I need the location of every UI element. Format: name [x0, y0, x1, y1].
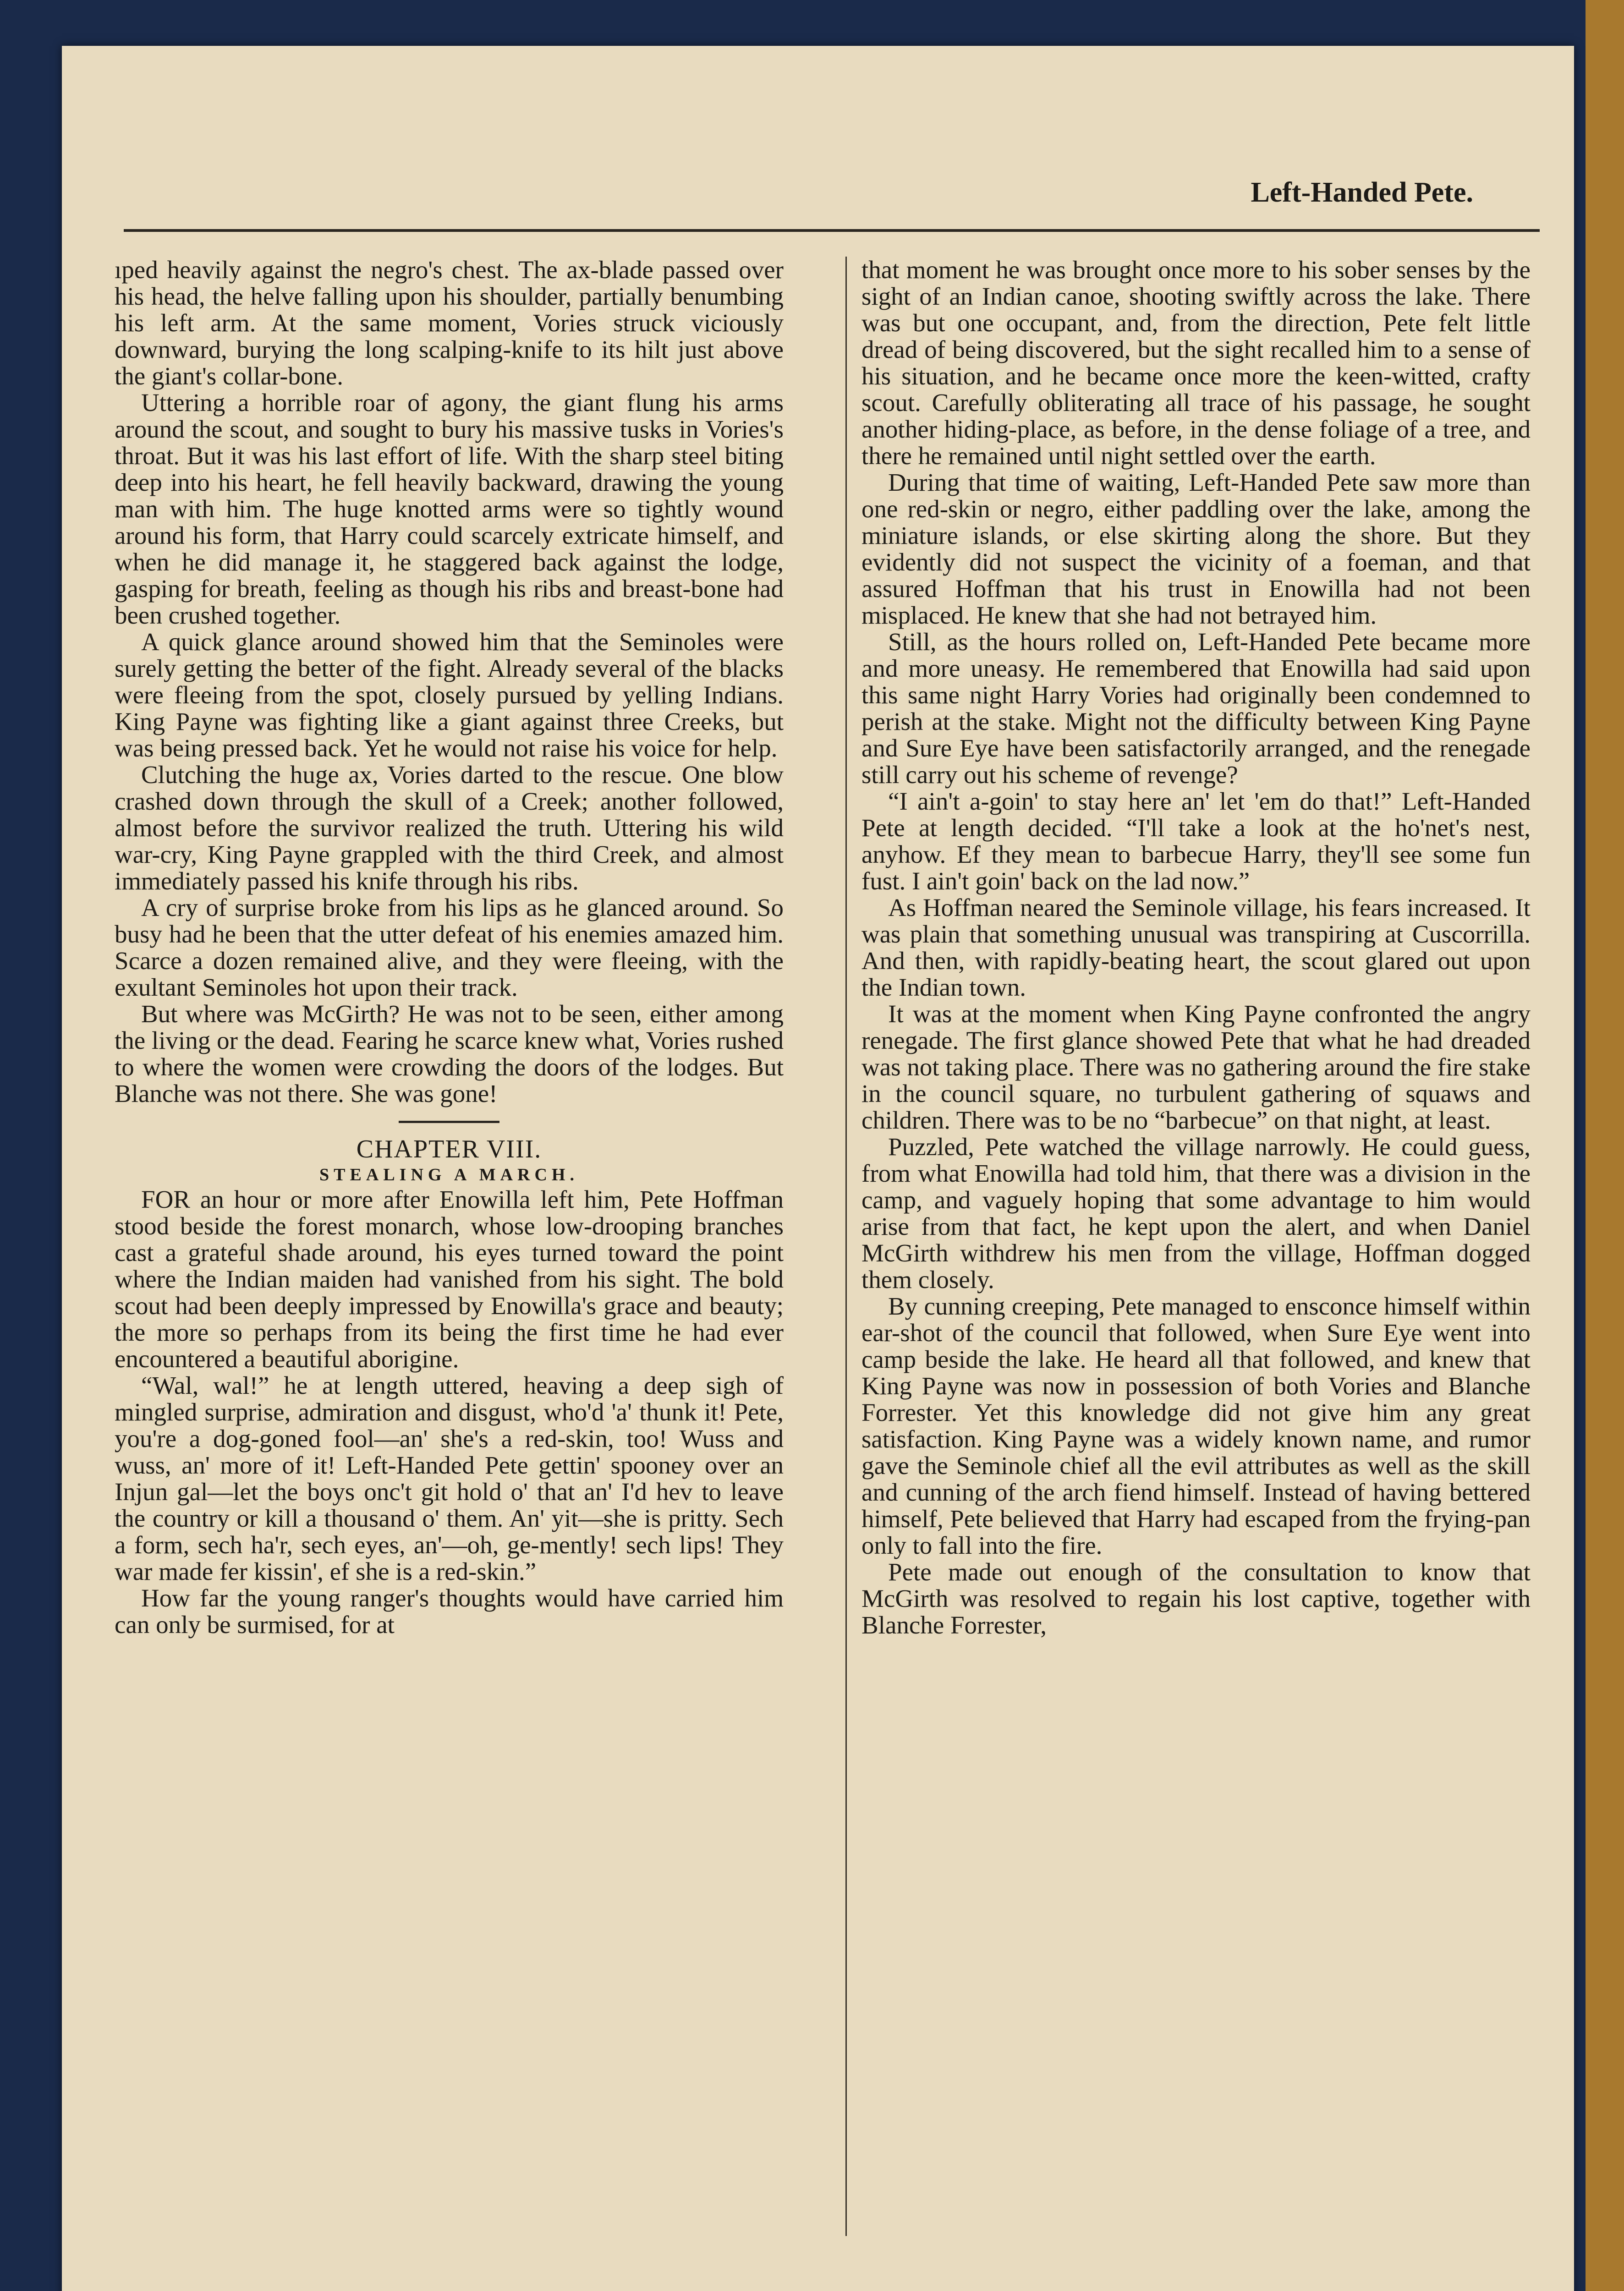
paragraph: How far the young ranger's thoughts would have carried him can only be surmised, for at	[115, 1584, 784, 1639]
paragraph: As Hoffman neared the Seminole village, his fears increased. It was plain that something unusual was transpiring at Cuscorrilla. And then, with rapidly-beating heart, the scout glared out upon the Indian town.	[861, 893, 1531, 1001]
left-column	[115, 257, 784, 2236]
page-header-title: Left-Handed Pete.	[1251, 177, 1473, 208]
paragraph: Uttering a horrible roar of agony, the giant flung his arms around the scout, and sought to bury his massive tusks in Vories's throat. But it was his last effort of life. With the sharp steel biting deep into his heart, he fell heavily backward, drawing the young man with him. The huge knotted arms were so tightly wound around his form, that Harry could scarcely extricate himself, and when he did manage it, he staggered back against the lodge, gasping for breath, feeling as though his ribs and breast-bone had been crushed together.	[115, 389, 784, 629]
paragraph: Pete made out enough of the consultation to know that McGirth was resolved to regain his lost captive, together with Blanche Forrester,	[861, 1558, 1531, 1639]
paragraph: “Wal, wal!” he at length uttered, heaving a deep sigh of mingled surprise, admiration and disgust, who'd 'a' thunk it! Pete, you're a dog-goned fool—an' she's a red-skin, too! Wuss and wuss, an' more of it! Left-Handed Pete gettin' spooney over an Injun gal—let the boys onc't git hold o' that an' I'd hev to leave the country or kill a thousand o' them. An' yit—she is pritty. Sech a form, sech ha'r, sech eyes, an'—oh, ge-mently! sech lips! They war made fer kissin', ef she is a red-skin.”	[115, 1371, 784, 1585]
paragraph: A quick glance around showed him that the Seminoles were surely getting the better of the fight. Already several of the blacks were fleeing from the spot, closely pursued by yelling Indians. King Payne was fighting like a giant against three Creeks, but was being pressed back. Yet he would not raise his voice for help.	[115, 628, 784, 762]
paragraph: By cunning creeping, Pete managed to ensconce himself within ear-shot of the council that followed, when Sure Eye went into camp beside the lake. He heard all that followed, and knew that King Payne was now in possession of both Vories and Blanche Forrester. Yet this knowledge did not give him any great satisfaction. King Payne was a widely known name, and rumor gave the Seminole chief all the evil attributes as well as the skill and cunning of the arch fiend himself. Instead of having bettered himself, Pete believed that Harry had escaped from the frying-pan only to fall into the fire.	[861, 1292, 1531, 1559]
paragraph: “I ain't a-goin' to stay here an' let 'em do that!” Left-Handed Pete at length decided. “I'll take a look at the ho'net's nest, anyhow. Ef they mean to barbecue Harry, they'll see some fun fust. I ain't goin' back on the lad now.”	[861, 787, 1531, 895]
book-page	[62, 46, 1574, 2291]
paragraph: Puzzled, Pete watched the village narrowly. He could guess, from what Enowilla had told him, that there was a division in the camp, and vaguely hoping that some advantage to him would arise from that fact, he kept upon the alert, and when Daniel McGirth withdrew his men from the village, Hoffman dogged them closely.	[861, 1133, 1531, 1293]
backdrop-edge	[1586, 0, 1624, 2291]
chapter-subtitle: STEALING A MARCH.	[319, 1165, 579, 1184]
header-rule	[124, 229, 1540, 232]
paragraph: It was at the moment when King Payne confronted the angry renegade. The first glance showed Pete that what he had dreaded was not taking place. There was no gathering around the fire stake in the council square, no turbulent gathering of squaws and children. There was to be no “barbecue” on that night, at least.	[861, 1000, 1531, 1134]
right-column	[861, 257, 1531, 2236]
paragraph: ıped heavily against the negro's chest. The ax-blade passed over his head, the helve falling upon his shoulder, partially benumbing his left arm. At the same moment, Vories struck viciously downward, burying the long scalping-knife to its hilt just above the giant's collar-bone.	[115, 257, 784, 390]
section-divider	[399, 1121, 499, 1123]
paragraph: A cry of surprise broke from his lips as he glanced around. So busy had he been that the utter defeat of his enemies amazed him. Scarce a dozen remained alive, and they were fleeing, with the exultant Seminoles hot upon their track.	[115, 893, 784, 1001]
paragraph: But where was McGirth? He was not to be seen, either among the living or the dead. Fearing he scarce knew what, Vories rushed to where the women were crowding the doors of the lodges. But Blanche was not there. She was gone!	[115, 1000, 784, 1107]
paragraph: During that time of waiting, Left-Handed Pete saw more than one red-skin or negro, either paddling over the lake, among the miniature islands, or else skirting along the shore. But they evidently did not suspect the vicinity of a foeman, and that assured Hoffman that his trust in Enowilla had not been misplaced. He knew that she had not betrayed him.	[861, 468, 1531, 629]
column-divider	[845, 257, 847, 2236]
paragraph: Clutching the huge ax, Vories darted to the rescue. One blow crashed down through the skull of a Creek; another followed, almost before the survivor realized the truth. Uttering his wild war-cry, King Payne grappled with the third Creek, and almost immediately passed his knife through his ribs.	[115, 761, 784, 895]
paragraph: FOR an hour or more after Enowilla left him, Pete Hoffman stood beside the forest monarch, whose low-drooping branches cast a grateful shade around, his eyes turned toward the point where the Indian maiden had vanished from his sight. The bold scout had been deeply impressed by Enowilla's grace and beauty; the more so perhaps from its being the first time he had ever encountered a beautiful aborigine.	[115, 1185, 784, 1373]
paragraph: Still, as the hours rolled on, Left-Handed Pete became more and more uneasy. He remembered that Enowilla had said upon this same night Harry Vories had originally been condemned to perish at the stake. Might not the difficulty between King Payne and Sure Eye have been satisfactorily arranged, and the renegade still carry out his scheme of revenge?	[861, 628, 1531, 789]
paragraph: that moment he was brought once more to his sober senses by the sight of an Indian canoe, shooting swiftly across the lake. There was but one occupant, and, from the direction, Pete felt little dread of being discovered, but the sight recalled him to a sense of his situation, and he became once more the keen-witted, crafty scout. Carefully obliterating all trace of his passage, he sought another hiding-place, as before, in the dense foliage of a tree, and there he remained until night settled over the earth.	[861, 257, 1531, 470]
chapter-title: CHAPTER VIII.	[356, 1135, 542, 1163]
